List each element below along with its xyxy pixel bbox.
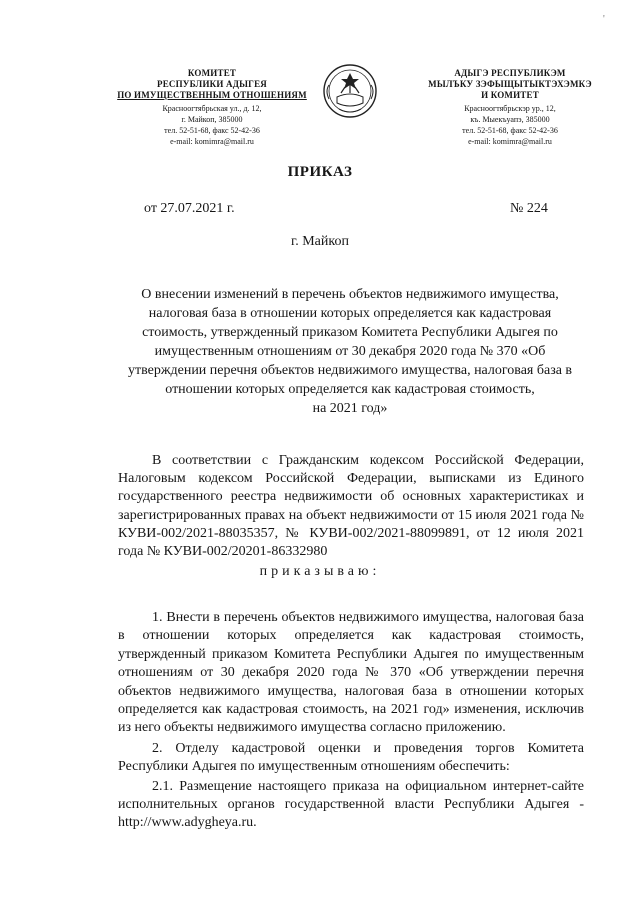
subject-line: стоимость, утвержденный приказом Комитета Республики Адыгея по [142, 325, 558, 340]
header-left-org-line2: РЕСПУБЛИКИ АДЫГЕЯ [157, 79, 267, 89]
header-left-org [96, 68, 328, 101]
document-subject [120, 285, 580, 418]
header-right-org [404, 68, 616, 101]
paragraph-1: 1. Внести в перечень объектов недвижимого имущества, налоговая база в отношении которых определяется как кадастровая стоимость, утвержденный приказом Комитета Республики Адыгея по имущественным отношениям от 30 декабря 2020 года № 370 «Об утверждении перечня объектов недвижимого имущества, налоговая база в отношении которых определяется как кадастровая стоимость, на 2021 год» изменения, исключив из него объекты недвижимого имущества согласно приложению. [118, 610, 584, 736]
preamble-paragraph: В соответствии с Гражданским кодексом Российской Федерации, Налоговым кодексом Российской Федерации, выписками из Единого государственного реестра недвижимости об основных характеристиках и зарегистрированных правах на объект недвижимости от 15 июля 2021 года № КУВИ-002/2021-88035357, № КУВИ-002/2021-88099891, от 12 июля 2021 года № КУВИ-002/20201-86332980 [118, 453, 584, 560]
coat-of-arms-emblem [315, 63, 385, 119]
header-right-address2: къ. Мыекъуапэ, 385000 [470, 115, 550, 124]
document-title: ПРИКАЗ [287, 164, 353, 180]
header-left-org-line1: КОМИТЕТ [187, 68, 237, 78]
document-date: от 27.07.2021 г. [144, 201, 235, 216]
subject-line: О внесении изменений в перечень объектов недвижимого имущества, [141, 287, 559, 302]
subject-line: на 2021 год» [312, 401, 388, 416]
header-right-block [404, 68, 616, 147]
header-right-phone: тел. 52-51-68, факс 52-42-36 [462, 126, 558, 135]
header-right-address1: Красноогтябрьскэр ур., 12, [464, 104, 556, 113]
header-right-org-line2: МЫЛЪКУ ЗЭФЫЩЫТЫКТЭХЭМКЭ [428, 79, 592, 89]
header-left-org-line3: ПО ИМУЩЕСТВЕННЫМ ОТНОШЕНИЯМ [117, 90, 307, 100]
header-right-org-line1: АДЫГЭ РЕСПУБЛИКЭМ [454, 68, 566, 78]
header-left-phone: тел. 52-51-68, факс 52-42-36 [164, 126, 260, 135]
header-left-address1: Красноогтябрьская ул., д. 12, [162, 104, 262, 113]
subject-line: отношении которых определяется как кадастровая стоимость, [165, 382, 535, 397]
header-right-org-line3: И КОМИТЕТ [481, 90, 539, 100]
subject-line: налоговая база в отношении которых определяется как кадастровая [148, 306, 552, 321]
document-number: № 224 [510, 201, 548, 216]
header-right-address [404, 103, 616, 147]
document-city: г. Майкоп [291, 234, 349, 249]
paragraph-2-1: 2.1. Размещение настоящего приказа на официальном интернет-сайте исполнительных органов государственной власти Республики Адыгея - http://www.adygheya.ru. [118, 779, 584, 831]
order-word: приказываю: [259, 564, 381, 579]
header-left-email: e-mail: komimra@mail.ru [170, 137, 254, 146]
subject-line: утверждении перечня объектов недвижимого имущества, налоговая база в [127, 363, 573, 378]
header-left-address [96, 103, 328, 147]
subject-line: имущественным отношениям от 30 декабря 2020 года № 370 «Об [154, 344, 546, 359]
header-right-email: e-mail: komimra@mail.ru [468, 137, 552, 146]
stray-mark: ' [603, 14, 605, 25]
header-left-block [96, 68, 328, 147]
header-left-address2: г. Майкоп, 385000 [181, 115, 243, 124]
paragraph-2: 2. Отделу кадастровой оценки и проведения торгов Комитета Республики Адыгея по имущественным отношениям обеспечить: [118, 741, 584, 775]
